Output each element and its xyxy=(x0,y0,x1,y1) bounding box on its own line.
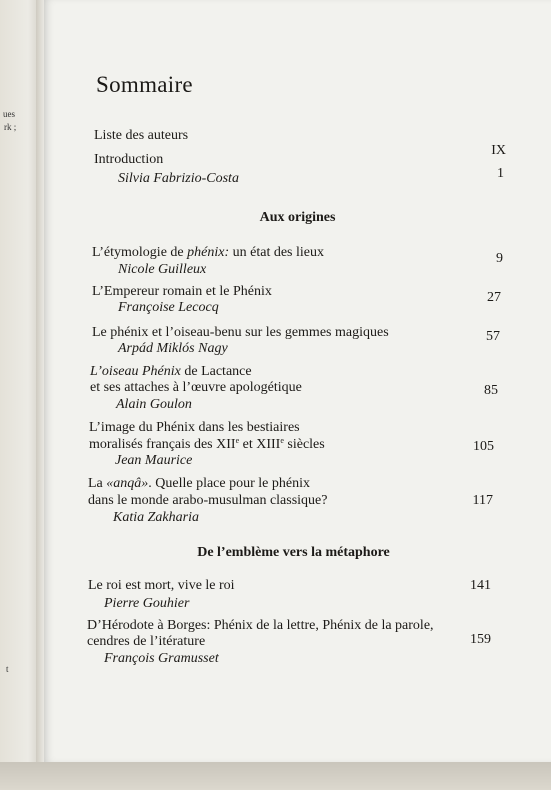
toc-page-number: 85 xyxy=(484,383,498,398)
toc-page-number: 105 xyxy=(473,439,494,454)
page-title: Sommaire xyxy=(96,72,193,97)
toc-author: Katia Zakharia xyxy=(113,510,199,525)
toc-page-number: IX xyxy=(491,143,506,158)
left-page-fragment: rk ; xyxy=(4,122,17,132)
toc-entry-title: L’oiseau Phénix de Lactance xyxy=(90,364,252,379)
toc-author: Françoise Lecocq xyxy=(118,300,219,315)
toc-author: Arpád Miklós Nagy xyxy=(118,341,228,356)
toc-entry-title: L’image du Phénix dans les bestiaires xyxy=(89,420,300,435)
page-stack-edge xyxy=(0,762,551,790)
toc-page-number: 9 xyxy=(496,251,503,266)
toc-entry-title-line2: dans le monde arabo-musulman classique? xyxy=(88,493,328,508)
toc-entry-title-line2: cendres de l’itérature xyxy=(87,634,206,649)
section-heading: De l’emblème vers la métaphore xyxy=(197,545,390,560)
left-page-fragment: t xyxy=(6,664,9,674)
toc-entry-title: L’étymologie de phénix: un état des lieux xyxy=(92,245,324,260)
toc-entry-title: D’Hérodote à Borges: Phénix de la lettre, Phénix de la parole, xyxy=(87,618,434,633)
toc-author: Alain Goulon xyxy=(116,397,192,412)
toc-page-number: 1 xyxy=(497,166,504,181)
toc-page-number: 117 xyxy=(472,493,493,508)
toc-author: Silvia Fabrizio-Costa xyxy=(118,171,239,186)
toc-author: Pierre Gouhier xyxy=(104,596,190,611)
adjacent-page-edge xyxy=(0,0,40,790)
toc-entry-title: Le phénix et l’oiseau-benu sur les gemmes magiques xyxy=(92,325,389,340)
section-heading: Aux origines xyxy=(259,210,336,225)
toc-page-number: 159 xyxy=(470,632,491,647)
toc-page-number: 57 xyxy=(486,329,500,344)
toc-entry-title: La «anqâ». Quelle place pour le phénix xyxy=(88,476,310,491)
toc-entry-title-line2: et ses attaches à l’œuvre apologétique xyxy=(90,380,302,395)
toc-page-number: 141 xyxy=(470,578,491,593)
toc-entry-title: Liste des auteurs xyxy=(94,128,189,143)
toc-author: Jean Maurice xyxy=(115,453,193,468)
left-page-fragment: ues xyxy=(3,109,15,119)
toc-entry-title-line2: moralisés français des XIIe et XIIIe siècles xyxy=(89,436,325,452)
toc-entry-title: L’Empereur romain et le Phénix xyxy=(92,284,272,299)
toc-page-number: 27 xyxy=(487,290,501,305)
toc-entry-title: Le roi est mort, vive le roi xyxy=(88,578,235,593)
toc-author: Nicole Guilleux xyxy=(118,262,207,277)
toc-author: François Gramusset xyxy=(104,651,219,666)
toc-entry-title: Introduction xyxy=(94,152,164,167)
